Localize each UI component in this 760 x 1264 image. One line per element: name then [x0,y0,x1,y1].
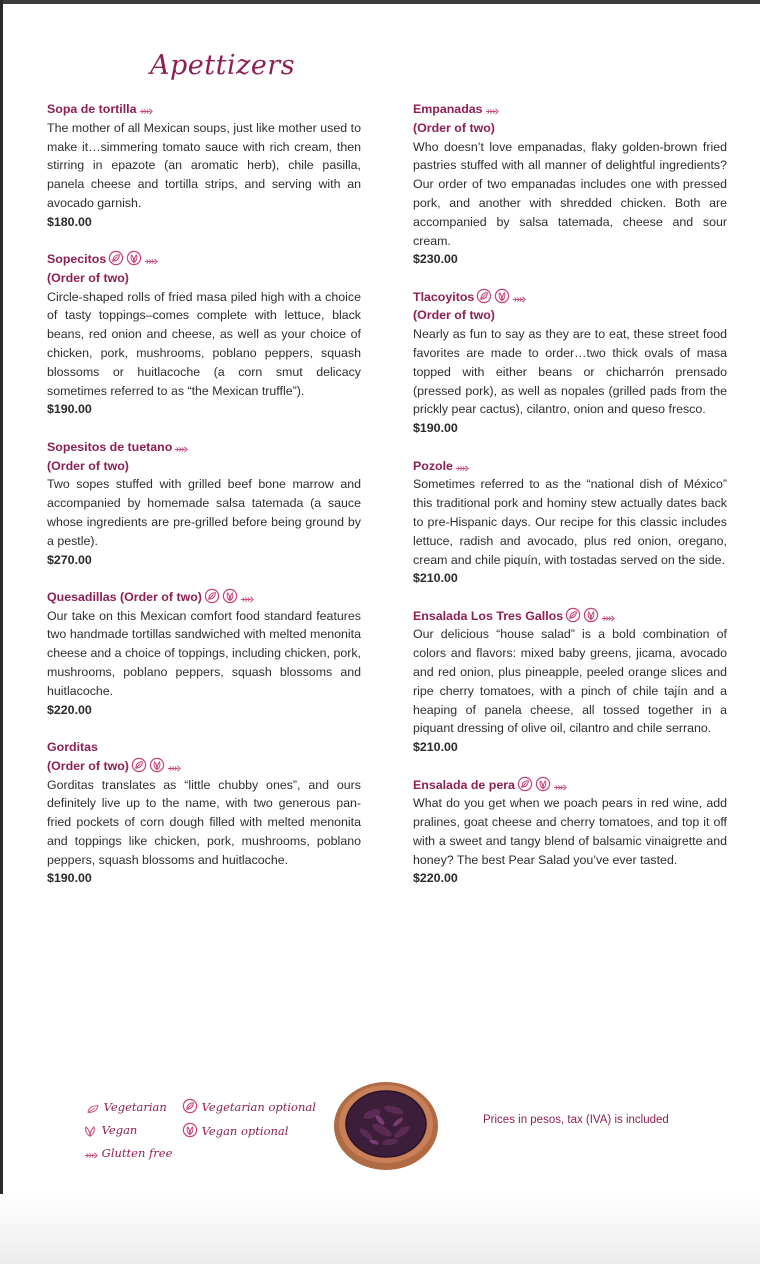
menu-item [413,776,727,889]
gluten-free-icon [512,295,526,304]
legend-vegetarian: Vegetarian [103,1100,167,1114]
page-bottom-shadow [0,1194,760,1264]
menu-item [47,438,361,570]
item-price: $220.00 [47,702,92,717]
item-price: $270.00 [47,552,92,567]
menu-item [413,100,727,269]
item-price: $220.00 [413,871,458,886]
vegan-optional-icon [583,607,599,623]
legend-vegan: Vegan [101,1123,138,1137]
menu-item [413,288,727,438]
menu-item [47,100,361,232]
item-description: Who doesn’t love empanadas, flaky golden-brown fried pastries stuffed with all manner of delightful ingredients? Our order of two empanadas includes one with pressed pork, and another with shredded chicken. Both are accompanied by salsa tatemada, cheese and sour cream. [413,139,727,248]
item-price: $180.00 [47,214,92,229]
item-description: Our delicious “house salad” is a bold combination of colors and flavors: mixed baby greens, jicama, avocado and red onion, plus pineapple, peeled orange slices and ripe cherry tomatoes, with a pinch of chile tajín and a heaping of panela cheese, all tossed together in a piquant dressing of olive oil, cilantro and chile serrano. [413,627,727,736]
menu-item [47,738,361,888]
gluten-free-icon [139,107,153,116]
gluten-free-icon [553,783,567,792]
item-name: Quesadillas (Order of two) [47,589,202,604]
item-name: Tlacoyitos [413,289,475,304]
gluten-free-icon [167,764,181,773]
vegetarian-optional-icon [517,776,533,792]
item-description: Two sopes stuffed with grilled beef bone marrow and accompanied by homemade salsa tatemada (a sauce whose ingredients are pre-grilled before being ground by a pestle). [47,477,361,548]
item-name: Empanadas [413,102,483,116]
item-name: Sopesitos de tuetano [47,439,173,454]
vegan-optional-icon [149,757,165,773]
item-subtitle: (Order of two) [47,458,129,473]
gluten-free-icon [601,614,615,623]
food-bowl-image [332,1076,440,1177]
menu-item [47,250,361,419]
menu-item [413,457,727,589]
item-description: Circle-shaped rolls of fried masa piled high with a choice of tasty toppings–comes complete with lettuce, black beans, red onion and cheese, as well as your choice of chicken, pork, mushrooms, poblano peppers, squash blossoms or huitlacoche (a corn smut delicacy sometimes referred to as “the Mexican truffle”). [47,289,361,398]
item-description: Gorditas translates as “little chubby ones”, and ours definitely live up to the name, with two generous pan-fried pockets of corn dough filled with melted menonita and toppings like chicken, pork, mushrooms, poblano peppers, squash blossoms and huitlacoche. [47,777,361,867]
vegetarian-optional-icon [476,288,492,304]
item-name: Sopa de tortilla [47,102,137,116]
legend-vegetarian-optional: Vegetarian optional [201,1100,316,1114]
item-description: The mother of all Mexican soups, just like mother used to make it…simmering tomato sauce with rich cream, then stirring in epazote (an aromatic herb), chile pasilla, panela cheese and tortilla strips, and serving with an avocado garnish. [47,120,361,210]
vegetarian-optional-icon [131,757,147,773]
item-description: What do you get when we poach pears in red wine, add pralines, goat cheese and cherry tomatoes, and top it off with a sweet and tangy blend of balsamic vinaigrette and honey? The best Pear Salad you’ve ever tasted. [413,796,727,867]
gluten-free-icon [144,257,158,266]
item-price: $210.00 [413,571,458,586]
window-top-border [0,0,760,4]
menu-column-left [47,100,361,907]
legend-gluten-free: Glutten free [101,1146,173,1160]
item-description: Nearly as fun to say as they are to eat, these street food favorites are made to order…two thick ovals of masa topped with either beans or chicharrón prensado (pressed pork), as well as nopales (grilled pads from the prickly pear cactus), cilantro, onion and queso fresco. [413,327,727,417]
menu-item [47,588,361,720]
item-subtitle: (Order of two) [47,270,129,285]
item-subtitle: (Order of two) [47,758,129,773]
item-name: Ensalada de pera [413,777,515,792]
price-note: Prices in pesos, tax (IVA) is included [483,1114,669,1126]
item-price: $210.00 [413,740,458,755]
dietary-legend [80,1100,320,1170]
item-price: $190.00 [413,421,458,436]
vegan-optional-icon [126,250,142,266]
vegetarian-optional-icon [204,588,220,604]
item-name: Ensalada Los Tres Gallos [413,608,564,623]
item-subtitle: (Order of two) [413,120,495,135]
vegetarian-optional-icon [108,250,124,266]
item-description: Our take on this Mexican comfort food standard features two handmade tortillas sandwiched with melted menonita cheese and a choice of toppings, including chicken, pork, mushrooms, poblano peppers, squash blossoms and huitlacoche. [47,608,361,698]
item-name: Sopecitos [47,252,107,267]
vegan-optional-icon [535,776,551,792]
item-price: $190.00 [47,402,92,417]
gluten-free-icon [240,595,254,604]
vegan-optional-icon [222,588,238,604]
vegan-leaf-icon [82,1125,98,1137]
vegetarian-optional-icon [565,607,581,623]
gluten-free-icon [84,1151,98,1160]
item-name: Gorditas [47,739,98,754]
vegan-optional-icon [182,1122,198,1138]
gluten-free-icon [485,107,499,116]
vegetarian-leaf-icon [86,1104,100,1114]
gluten-free-icon [174,445,188,454]
item-subtitle: (Order of two) [413,308,495,323]
item-description: Sometimes referred to as the “national dish of México” this traditional pork and hominy stew actually dates back to pre-Hispanic days. Our recipe for this classic includes lettuce, radish and avocado, plus red onion, oregano, cream and chile piquín, with tostadas served on the side. [413,477,727,567]
page-title: Apettizers [150,50,296,81]
legend-vegan-optional: Vegan optional [201,1124,289,1138]
menu-column-right [413,100,727,907]
item-price: $230.00 [413,252,458,267]
vegan-optional-icon [494,288,510,304]
vegetarian-optional-icon [182,1098,198,1114]
menu-item [413,607,727,757]
window-left-border [0,0,3,1264]
item-price: $190.00 [47,871,92,886]
gluten-free-icon [455,464,469,473]
item-name: Pozole [413,458,453,473]
